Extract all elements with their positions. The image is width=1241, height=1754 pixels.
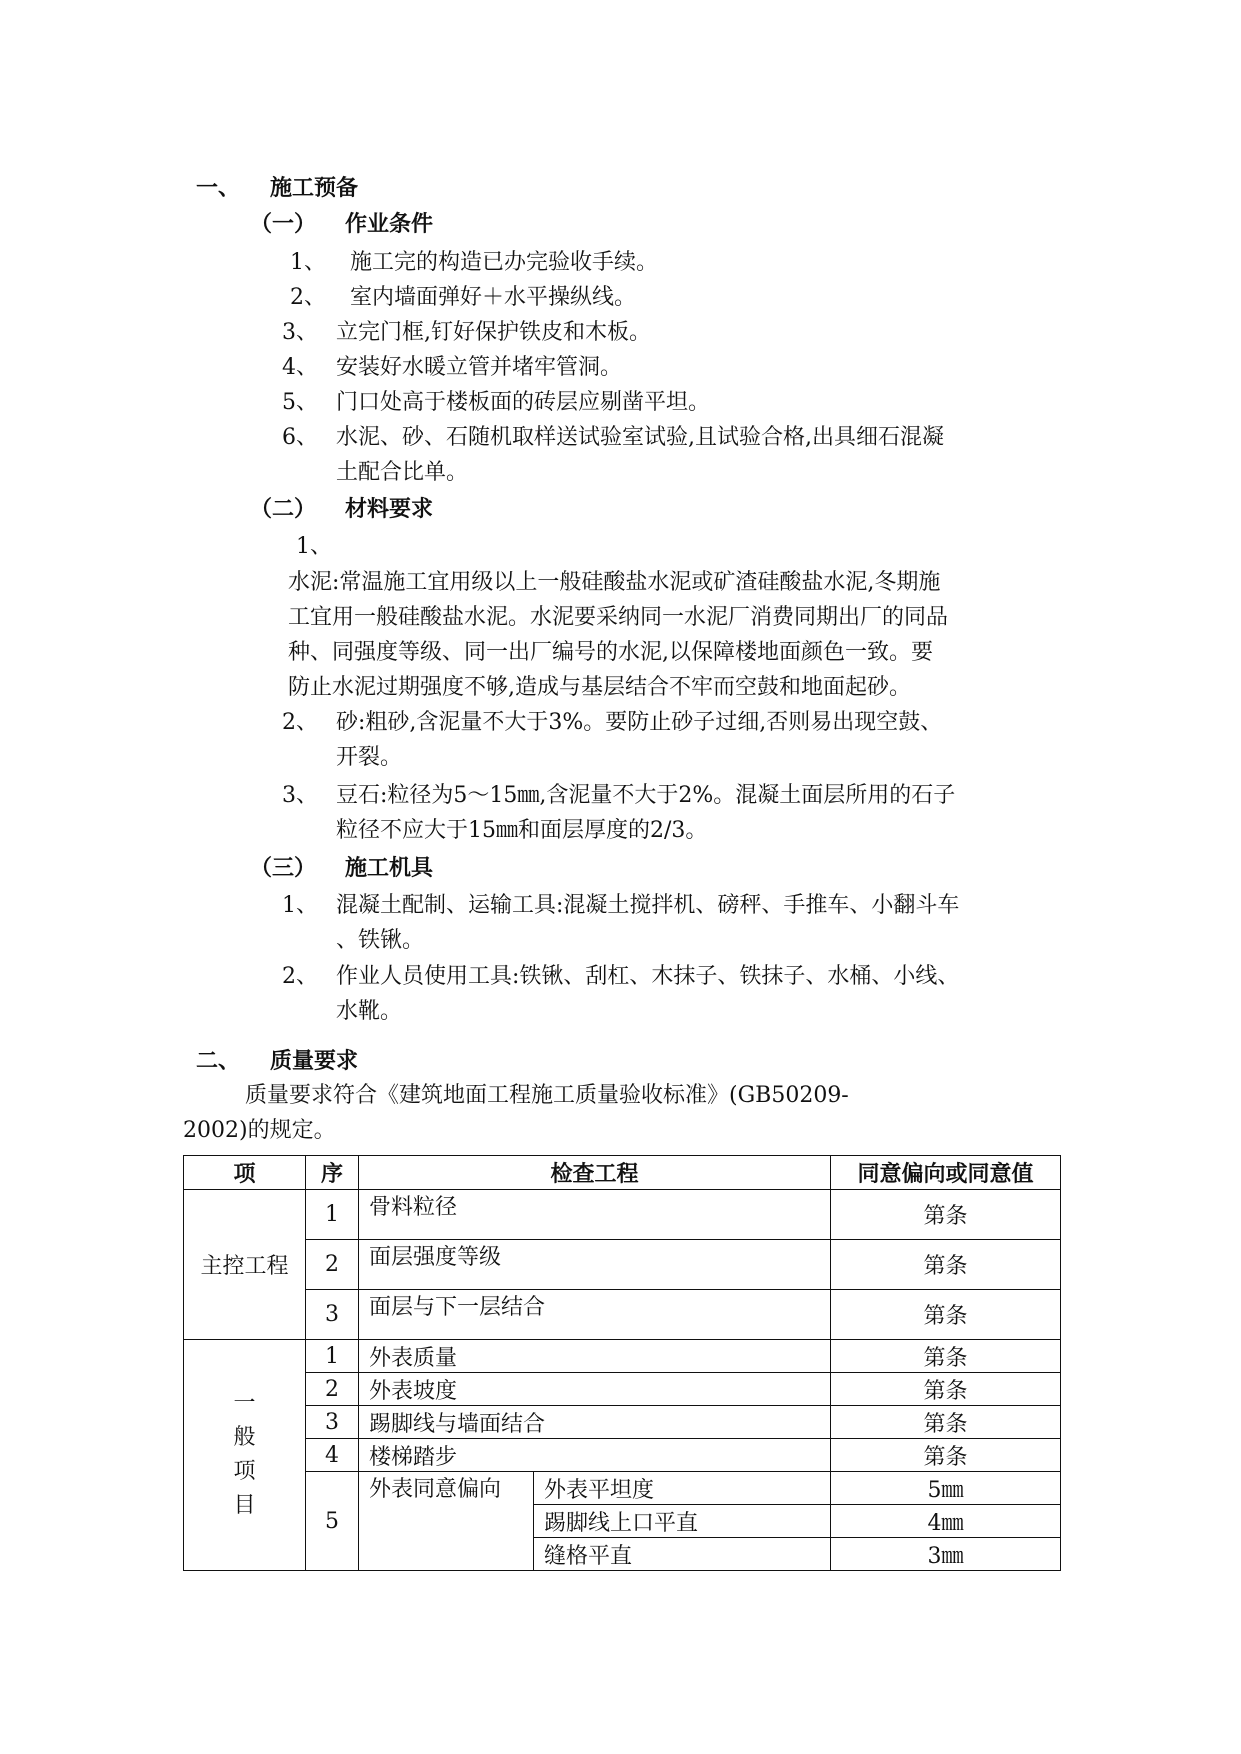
sub2-item1-line3: 种、同强度等级、同一出厂编号的水泥,以保障楼地面颜色一致。要 [288,640,933,665]
section1-number: 一、 [196,175,241,201]
row-item: 踢脚线与墙面结合 [359,1406,831,1439]
row-value: 第条 [831,1290,1061,1340]
general-group-char: 般 [233,1425,256,1450]
row-value: 第条 [831,1406,1061,1439]
tolerance-value: 4㎜ [831,1505,1061,1538]
sub1-title: 作业条件 [345,211,434,237]
sub1-item6-number: 6、 [282,425,318,450]
row-seq: 1 [306,1190,359,1240]
table-row [184,1406,1061,1439]
sub3-item2-number: 2、 [282,964,318,989]
header-sequence: 序 [306,1156,359,1190]
row-seq: 5 [306,1472,359,1571]
tolerance-item: 缝格平直 [534,1538,831,1571]
section1-title: 施工预备 [270,175,359,201]
table-row [184,1190,1061,1240]
sub2-number: （二） [250,496,317,522]
sub3-item1-line1: 混凝土配制、运输工具:混凝土搅拌机、磅秤、手推车、小翻斗车 [336,893,960,918]
sub3-item2-line1: 作业人员使用工具:铁锹、刮杠、木抹子、铁抹子、水桶、小线、 [336,964,960,989]
sub2-item2-line2: 开裂。 [336,745,403,770]
table-row [184,1240,1061,1290]
row-seq: 2 [306,1373,359,1406]
sub1-item6-line1: 水泥、砂、石随机取样送试验室试验,且试验合格,出具细石混凝 [336,425,944,450]
sub3-title: 施工机具 [345,855,434,881]
quality-table [183,1155,1061,1571]
sub2-item2-line1: 砂:粗砂,含泥量不大于3%。要防止砂子过细,否则易出现空鼓、 [336,710,943,735]
general-group-char: 一 [233,1391,256,1416]
sub1-item2-number: 2、 [290,285,326,310]
sub3-number: （三） [250,855,317,881]
row-item: 骨料粒径 [359,1190,831,1240]
row-seq: 3 [306,1290,359,1340]
table-row [184,1373,1061,1406]
row-value: 第条 [831,1240,1061,1290]
sub2-title: 材料要求 [345,496,434,522]
sub1-item4-text: 安装好水暖立管并堵牢管洞。 [336,355,623,380]
sub3-item2-line2: 水靴。 [336,999,403,1024]
row-value: 第条 [831,1340,1061,1373]
row-value: 第条 [831,1373,1061,1406]
sub1-item4-number: 4、 [282,355,318,380]
main-control-group: 主控工程 [184,1190,306,1340]
sub2-item1-line2: 工宜用一般硅酸盐水泥。水泥要采纳同一水泥厂消费同期出厂的同品 [288,605,949,630]
header-inspection-item: 检查工程 [359,1156,831,1190]
sub3-item1-line2: 、铁锹。 [336,928,425,953]
sub1-item5-text: 门口处高于楼板面的砖层应剔凿平坦。 [336,390,711,415]
general-group-char: 项 [233,1459,256,1484]
row-seq: 3 [306,1406,359,1439]
header-tolerance: 同意偏向或同意值 [831,1156,1061,1190]
tolerance-value: 3㎜ [831,1538,1061,1571]
sub1-item1-text: 施工完的构造已办完验收手续。 [350,250,659,275]
tolerance-label: 外表同意偏向 [359,1472,534,1571]
sub1-item1-number: 1、 [290,250,326,275]
table-row [184,1472,1061,1505]
sub2-item3-line1: 豆石:粒径为5～15㎜,含泥量不大于2%。混凝土面层所用的石子 [336,783,956,808]
table-row [184,1439,1061,1472]
sub2-item1-number: 1、 [296,534,332,559]
sub1-number: （一） [250,211,317,237]
tolerance-value: 5㎜ [831,1472,1061,1505]
sub1-item6-line2: 土配合比单。 [336,460,469,485]
sub2-item2-number: 2、 [282,710,318,735]
section2-paragraph-line1: 质量要求符合《建筑地面工程施工质量验收标准》(GB50209- [245,1083,849,1108]
header-item-category: 项 [184,1156,306,1190]
tolerance-item: 踢脚线上口平直 [534,1505,831,1538]
sub2-item1-line1: 水泥:常温施工宜用级以上一般硅酸盐水泥或矿渣硅酸盐水泥,冬期施 [288,570,941,595]
row-item: 楼梯踏步 [359,1439,831,1472]
sub3-item1-number: 1、 [282,893,318,918]
general-group [184,1340,306,1571]
row-value: 第条 [831,1190,1061,1240]
sub1-item3-number: 3、 [282,320,318,345]
tolerance-item: 外表平坦度 [534,1472,831,1505]
section2-paragraph-line2: 2002)的规定。 [183,1118,336,1143]
sub2-item1-line4: 防止水泥过期强度不够,造成与基层结合不牢而空鼓和地面起砂。 [288,675,911,700]
row-seq: 1 [306,1340,359,1373]
section2-title: 质量要求 [270,1048,359,1074]
sub1-item5-number: 5、 [282,390,318,415]
table-row [184,1340,1061,1373]
row-item: 外表质量 [359,1340,831,1373]
row-value: 第条 [831,1439,1061,1472]
section2-number: 二、 [196,1048,241,1074]
sub1-item2-text: 室内墙面弹好＋水平操纵线。 [350,285,637,310]
sub2-item3-number: 3、 [282,783,318,808]
row-seq: 4 [306,1439,359,1472]
row-item: 外表坡度 [359,1373,831,1406]
general-group-char: 目 [233,1493,256,1518]
table-row [184,1290,1061,1340]
sub1-item3-text: 立完门框,钉好保护铁皮和木板。 [336,320,651,345]
row-item: 面层强度等级 [359,1240,831,1290]
sub2-item3-line2: 粒径不应大于15㎜和面层厚度的2/3。 [336,818,708,843]
table-header-row [184,1156,1061,1190]
row-seq: 2 [306,1240,359,1290]
row-item: 面层与下一层结合 [359,1290,831,1340]
